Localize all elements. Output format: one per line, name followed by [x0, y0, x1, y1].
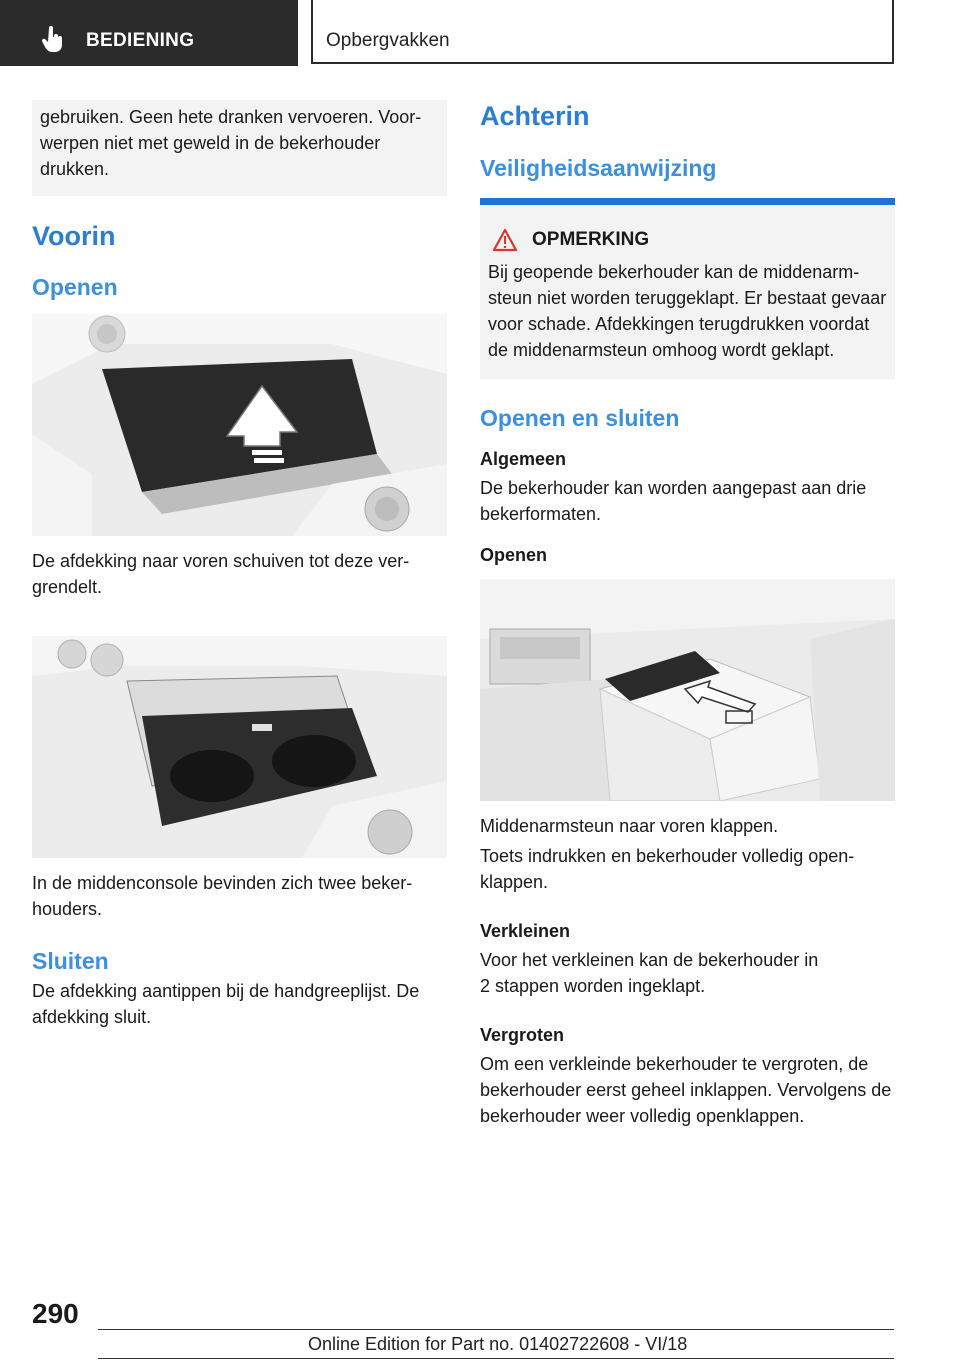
section-title: BEDIENING [86, 30, 195, 51]
continued-note-text: gebruiken. Geen hete dranken vervoeren. Voorwerpen niet met geweld in de bekerhouder drukken. [40, 107, 422, 179]
chapter-tab [311, 0, 894, 64]
enlarge-title: Vergroten [480, 1025, 565, 1045]
reduce-title: Verkleinen [480, 921, 571, 941]
text-close: De afdekking aantippen bij de handgreeplijst. De afdekking sluit. [32, 981, 420, 1027]
enlarge-text: Om een verkleinde bekerhouder te vergroten, de bekerhouder eerst geheel inklappen. Vervolgens de bekerhouder weer volledig openklappen. [480, 1054, 892, 1126]
footer-edition: Online Edition for Part no. 01402722608 - VI/18 [308, 1334, 688, 1354]
heading-open: Openen [32, 274, 118, 300]
warning-box [480, 198, 895, 379]
fold-text: Middenarmsteun naar voren klappen. [480, 816, 779, 836]
warning-triangle-icon [492, 228, 518, 252]
figure-front-cover-closed [32, 314, 447, 536]
figure-front-cupholders [32, 636, 447, 858]
open-title: Openen [480, 545, 548, 565]
press-text: Toets indrukken en bekerhouder volledig openklappen. [480, 846, 855, 892]
warning-text: Bij geopende bekerhouder kan de middenarmsteun niet worden teruggeklapt. Er bestaat gevaar voor schade. Afdekkingen terugdrukken voordat de middenarmsteun omhoog wordt geklapt. [488, 262, 887, 360]
general-title: Algemeen [480, 449, 567, 469]
reduce-text-line-2: 2 stappen worden ingeklapt. [480, 976, 706, 996]
section-tab [0, 0, 298, 66]
heading-rear: Achterin [480, 101, 590, 131]
general-text: De bekerhouder kan worden aangepast aan drie bekerformaten. [480, 478, 867, 524]
continued-note-box [32, 100, 447, 196]
footer-divider [98, 1329, 894, 1330]
right-column [480, 100, 895, 1129]
reduce-text-line-1: Voor het verkleinen kan de bekerhouder in [480, 950, 819, 970]
warning-header [488, 227, 887, 253]
chapter-title: Opbergvakken [326, 30, 450, 51]
text-middle-console: In de middenconsole bevinden zich twee bekerhouders. [32, 873, 413, 919]
page-number: 290 [32, 1298, 79, 1329]
warning-title: OPMERKING [532, 229, 650, 250]
heading-open-close: Openen en sluiten [480, 405, 680, 431]
figure-rear-armrest [480, 579, 895, 801]
heading-close: Sluiten [32, 948, 109, 974]
footer-divider-bottom [98, 1358, 894, 1359]
hand-pointer-icon [42, 26, 64, 52]
text-open: De afdekking naar voren schuiven tot deze vergrendelt. [32, 551, 410, 597]
heading-safety: Veiligheidsaanwijzing [480, 155, 717, 181]
left-column [32, 100, 447, 1030]
heading-front: Voorin [32, 221, 116, 251]
